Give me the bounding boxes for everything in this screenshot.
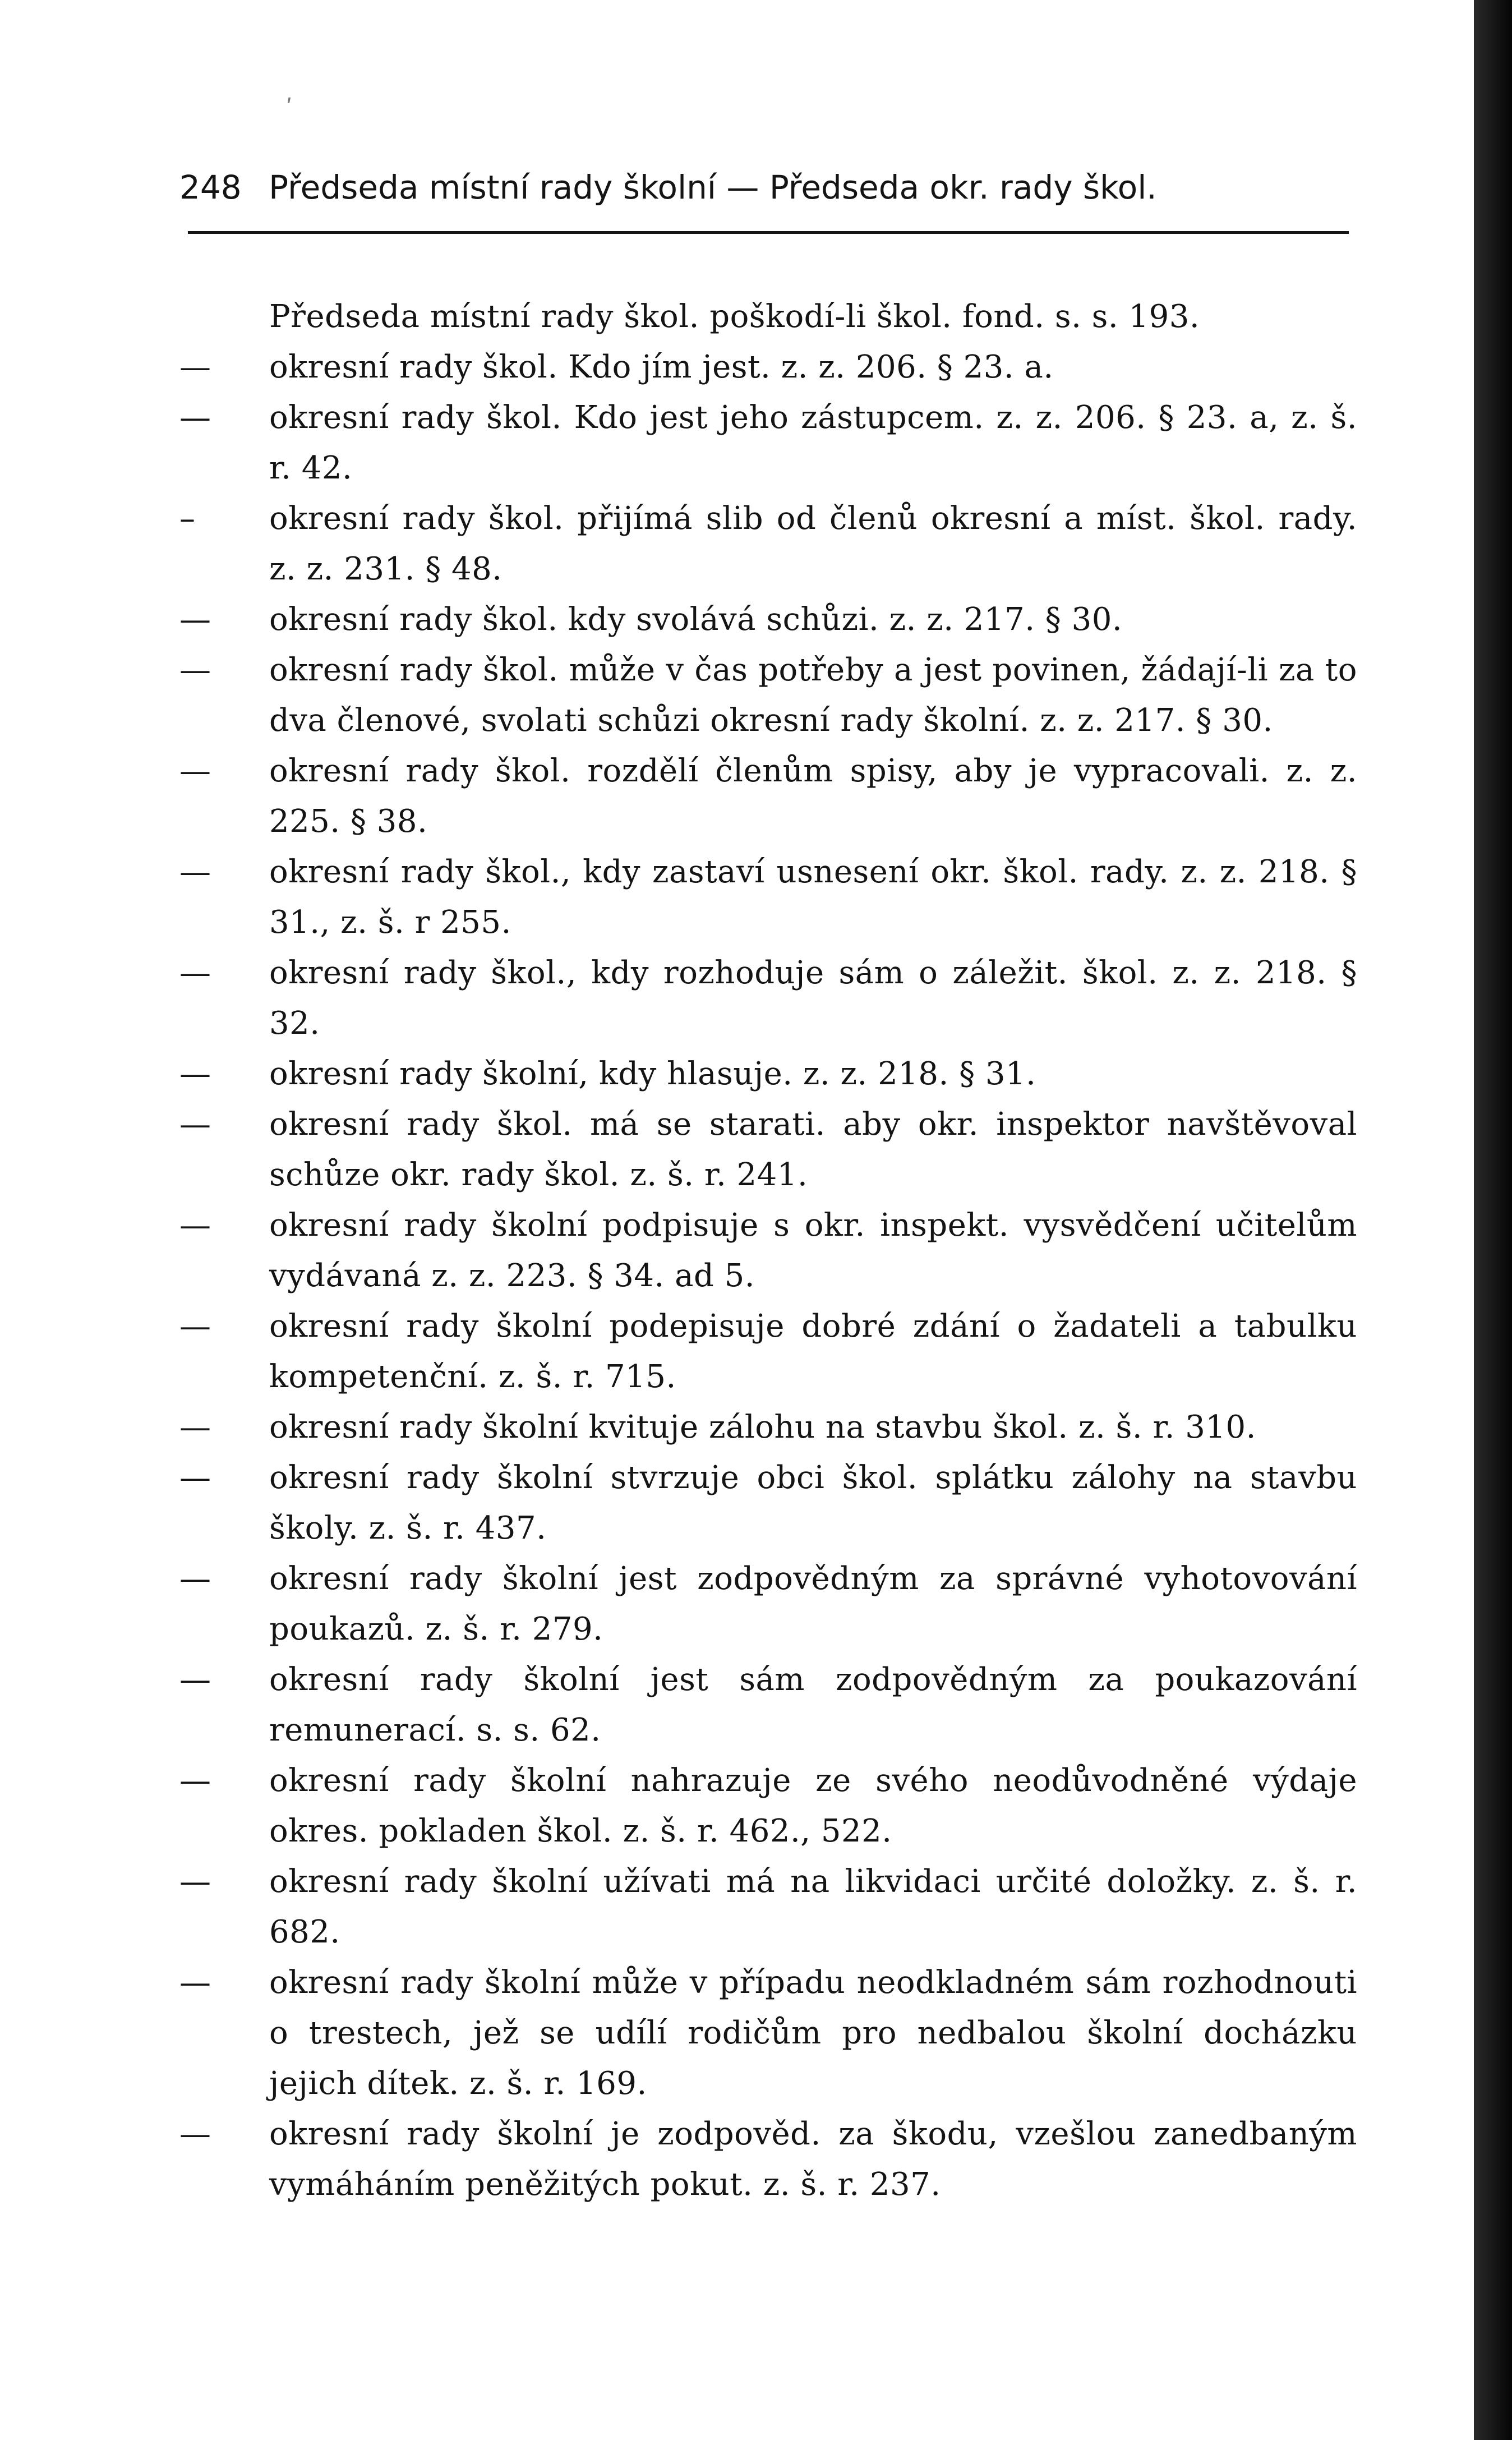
index-entry — [179, 1655, 1357, 1756]
index-entry — [179, 1099, 1357, 1200]
header-rule — [188, 231, 1349, 234]
index-entry — [179, 645, 1357, 746]
entry-dash: — — [179, 955, 211, 991]
entry-text: okresní rady školní stvrzuje obci škol. splátku zálohy na stavbu školy. z. š. r. 437. — [269, 1460, 1357, 1546]
index-entry — [179, 494, 1357, 595]
entry-text: okresní rady školní jest zodpovědným za správné vyhotovování poukazů. z. š. r. 279. — [269, 1560, 1357, 1647]
entry-dash: — — [179, 1762, 211, 1799]
entry-text: okresní rady škol. má se starati. aby okr. inspektor navštěvoval schůze okr. rady škol. z. š. r. 241. — [269, 1106, 1357, 1193]
index-entry — [179, 1453, 1357, 1554]
entry-text: okresní rady škol., kdy zastaví usnesení okr. škol. rady. z. z. 218. § 31., z. š. r 255. — [269, 854, 1357, 941]
index-entry — [179, 746, 1357, 847]
entry-text: okresní rady školní podpisuje s okr. inspekt. vysvědčení učitelům vydávaná z. z. 223. § 34. ad 5. — [269, 1207, 1357, 1294]
index-entry — [179, 1554, 1357, 1655]
entry-dash: — — [179, 1661, 211, 1698]
entry-text: okresní rady škol. rozdělí členům spisy, aby je vypracovali. z. z. 225. § 38. — [269, 753, 1357, 840]
entry-dash: — — [179, 652, 211, 688]
entry-text: okresní rady škol. Kdo jím jest. z. z. 206. § 23. a. — [269, 349, 1054, 385]
entry-dash: — — [179, 2116, 211, 2152]
index-entry — [179, 1402, 1357, 1453]
entry-dash: — — [179, 1964, 211, 2001]
index-entry — [179, 342, 1357, 393]
page-edge-shadow — [1474, 0, 1512, 2440]
entry-text: okresní rady školní podepisuje dobré zdání o žadateli a tabulku kompetenční. z. š. r. 715. — [269, 1308, 1357, 1395]
index-entry — [179, 1756, 1357, 1857]
index-entry — [179, 393, 1357, 494]
entry-text: okresní rady školní užívati má na likvidaci určité doložky. z. š. r. 682. — [269, 1863, 1357, 1950]
entry-text: okresní rady školní může v případu neodkladném sám rozhodnouti o trestech, jež se udílí rodičům pro nedbalou školní docházku jejich dítek. z. š. r. 169. — [269, 1964, 1357, 2102]
entry-dash: — — [179, 1409, 211, 1445]
running-title: Předseda místní rady školní — Předseda okr. rady škol. — [269, 168, 1157, 206]
index-entry — [179, 847, 1357, 948]
entry-text: okresní rady školní je zodpověd. za škodu, vzešlou zanedbaným vymáháním peněžitých pokut. z. š. r. 237. — [269, 2116, 1357, 2203]
index-entry — [179, 2109, 1357, 2210]
index-entry — [179, 595, 1357, 645]
index-entry — [179, 1958, 1357, 2109]
entry-dash: — — [179, 1106, 211, 1143]
entry-dash: — — [179, 753, 211, 789]
index-entry — [179, 1857, 1357, 1958]
entry-dash: — — [179, 1308, 211, 1345]
entry-dash: – — [179, 500, 196, 537]
entry-dash: — — [179, 399, 211, 436]
entry-dash: — — [179, 1460, 211, 1496]
entry-dash: — — [179, 601, 211, 638]
index-entry — [179, 292, 1357, 342]
running-header — [179, 168, 1329, 213]
entry-text: okresní rady škol. může v čas potřeby a jest povinen, žádají-li za to dva členové, svolati schůzi okresní rady školní. z. z. 217. § 30. — [269, 652, 1357, 739]
entry-dash: — — [179, 349, 211, 385]
scan-mark: ʹ — [286, 95, 293, 121]
entry-dash: — — [179, 1863, 211, 1900]
index-entry — [179, 1301, 1357, 1402]
entry-text: okresní rady škol., kdy rozhoduje sám o záležit. škol. z. z. 218. § 32. — [269, 955, 1357, 1042]
index-entries — [179, 292, 1357, 2210]
entry-dash: — — [179, 1056, 211, 1092]
entry-text: okresní rady škol. Kdo jest jeho zástupcem. z. z. 206. § 23. a, z. š. r. 42. — [269, 399, 1357, 486]
index-entry — [179, 1049, 1357, 1099]
entry-dash: — — [179, 854, 211, 890]
entry-text: Předseda místní rady škol. poškodí-li škol. fond. s. s. 193. — [269, 298, 1200, 335]
index-entry — [179, 948, 1357, 1049]
entry-text: okresní rady školní kvituje zálohu na stavbu škol. z. š. r. 310. — [269, 1409, 1256, 1445]
entry-dash: — — [179, 1207, 211, 1244]
entry-dash: — — [179, 1560, 211, 1597]
entry-text: okresní rady škol. kdy svolává schůzi. z. z. 217. § 30. — [269, 601, 1123, 638]
entry-text: okresní rady škol. přijímá slib od členů okresní a míst. škol. rady. z. z. 231. § 48. — [269, 500, 1357, 587]
page-number: 248 — [179, 168, 242, 206]
index-entry — [179, 1200, 1357, 1301]
entry-text: okresní rady školní nahrazuje ze svého neodůvodněné výdaje okres. pokladen škol. z. š. r. 462., 522. — [269, 1762, 1357, 1849]
entry-text: okresní rady školní jest sám zodpovědným za poukazování remunerací. s. s. 62. — [269, 1661, 1357, 1748]
entry-text: okresní rady školní, kdy hlasuje. z. z. 218. § 31. — [269, 1056, 1036, 1092]
